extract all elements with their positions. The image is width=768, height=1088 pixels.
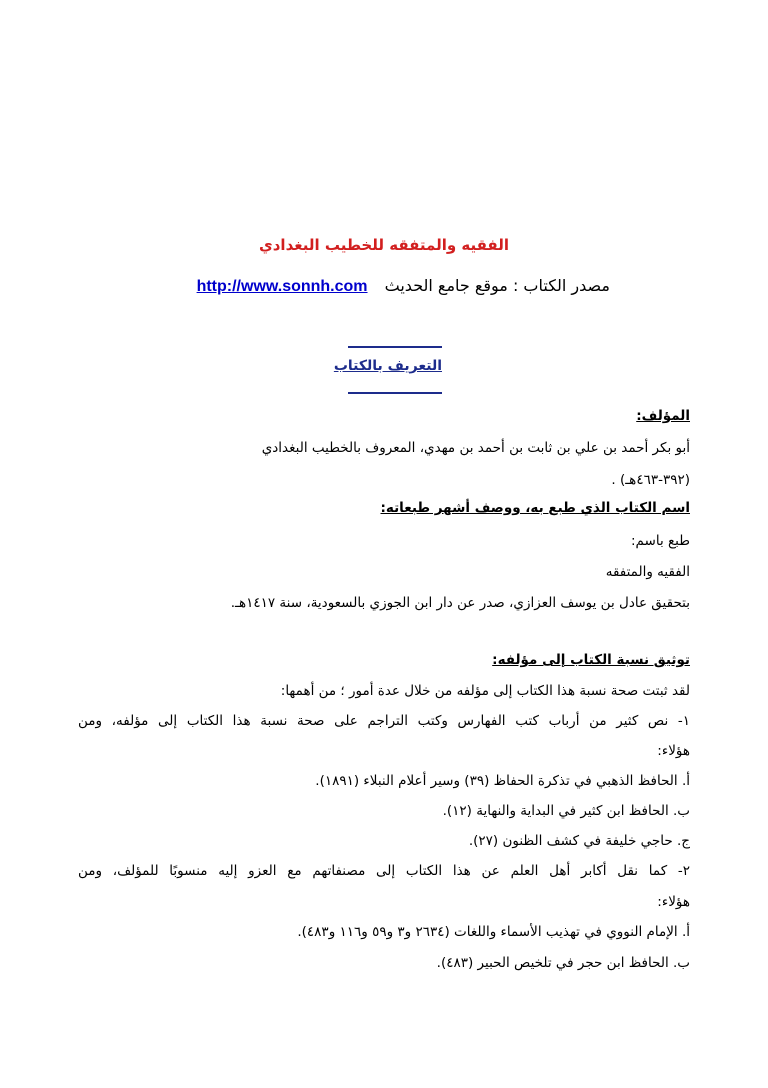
point1-line1: ١- نص كثير من أرباب كتب الفهارس وكتب التراجم على صحة نسبة هذا الكتاب إلى مؤلفه، ومن [78,713,690,729]
author-heading: المؤلف: [636,408,690,424]
point2-item-a: أ. الإمام النووي في تهذيب الأسماء واللغات (٢٦٣٤ و٣ و٥٩ و١١٦ و٤٨٣). [297,924,690,940]
document-title: الفقيه والمتفقه للخطيب البغدادي [258,236,509,254]
source-label: مصدر الكتاب : موقع جامع الحديث [384,276,610,295]
author-name: أبو بكر أحمد بن علي بن ثابت بن أحمد بن مهدي، المعروف بالخطيب البغدادي [261,440,690,456]
point1-line2: هؤلاء: [657,743,690,759]
point1-item-b: ب. الحافظ ابن كثير في البداية والنهاية (١٢). [442,803,690,819]
printed-as: طبع باسم: [630,533,690,549]
section-heading: التعريف بالكتاب [333,358,442,374]
point1-item-a: أ. الحافظ الذهبي في تذكرة الحفاظ (٣٩) وسير أعلام النبلاء (١٨٩١). [315,773,690,789]
author-dates: (٣٩٢-٤٦٣هـ) . [611,472,690,488]
source-line [197,276,610,296]
print-heading: اسم الكتاب الذي طبع به، ووصف أشهر طبعاته: [380,500,690,516]
point2-line1: ٢- كما نقل أكابر أهل العلم عن هذا الكتاب إلى مصنفاتهم مع العزو إليه منسوبًا للمؤلف، ومن [78,863,690,879]
source-link[interactable]: http://www.sonnh.com [196,278,368,295]
point1-item-c: ج. حاجي خليفة في كشف الظنون (٢٧). [468,833,690,849]
edition-details: بتحقيق عادل بن يوسف العزازي، صدر عن دار ابن الجوزي بالسعودية، سنة ١٤١٧هـ. [230,595,690,611]
attribution-intro: لقد ثبتت صحة نسبة هذا الكتاب إلى مؤلفه من خلال عدة أمور ؛ من أهمها: [280,683,690,699]
point2-item-b: ب. الحافظ ابن حجر في تلخيص الحبير (٤٨٣). [436,955,690,971]
attribution-heading: توثيق نسبة الكتاب إلى مؤلفه: [492,652,690,668]
heading-rule-bottom [348,392,442,394]
printed-title: الفقيه والمتفقه [605,564,690,580]
point2-line2: هؤلاء: [657,894,690,910]
heading-rule-top [348,346,442,348]
